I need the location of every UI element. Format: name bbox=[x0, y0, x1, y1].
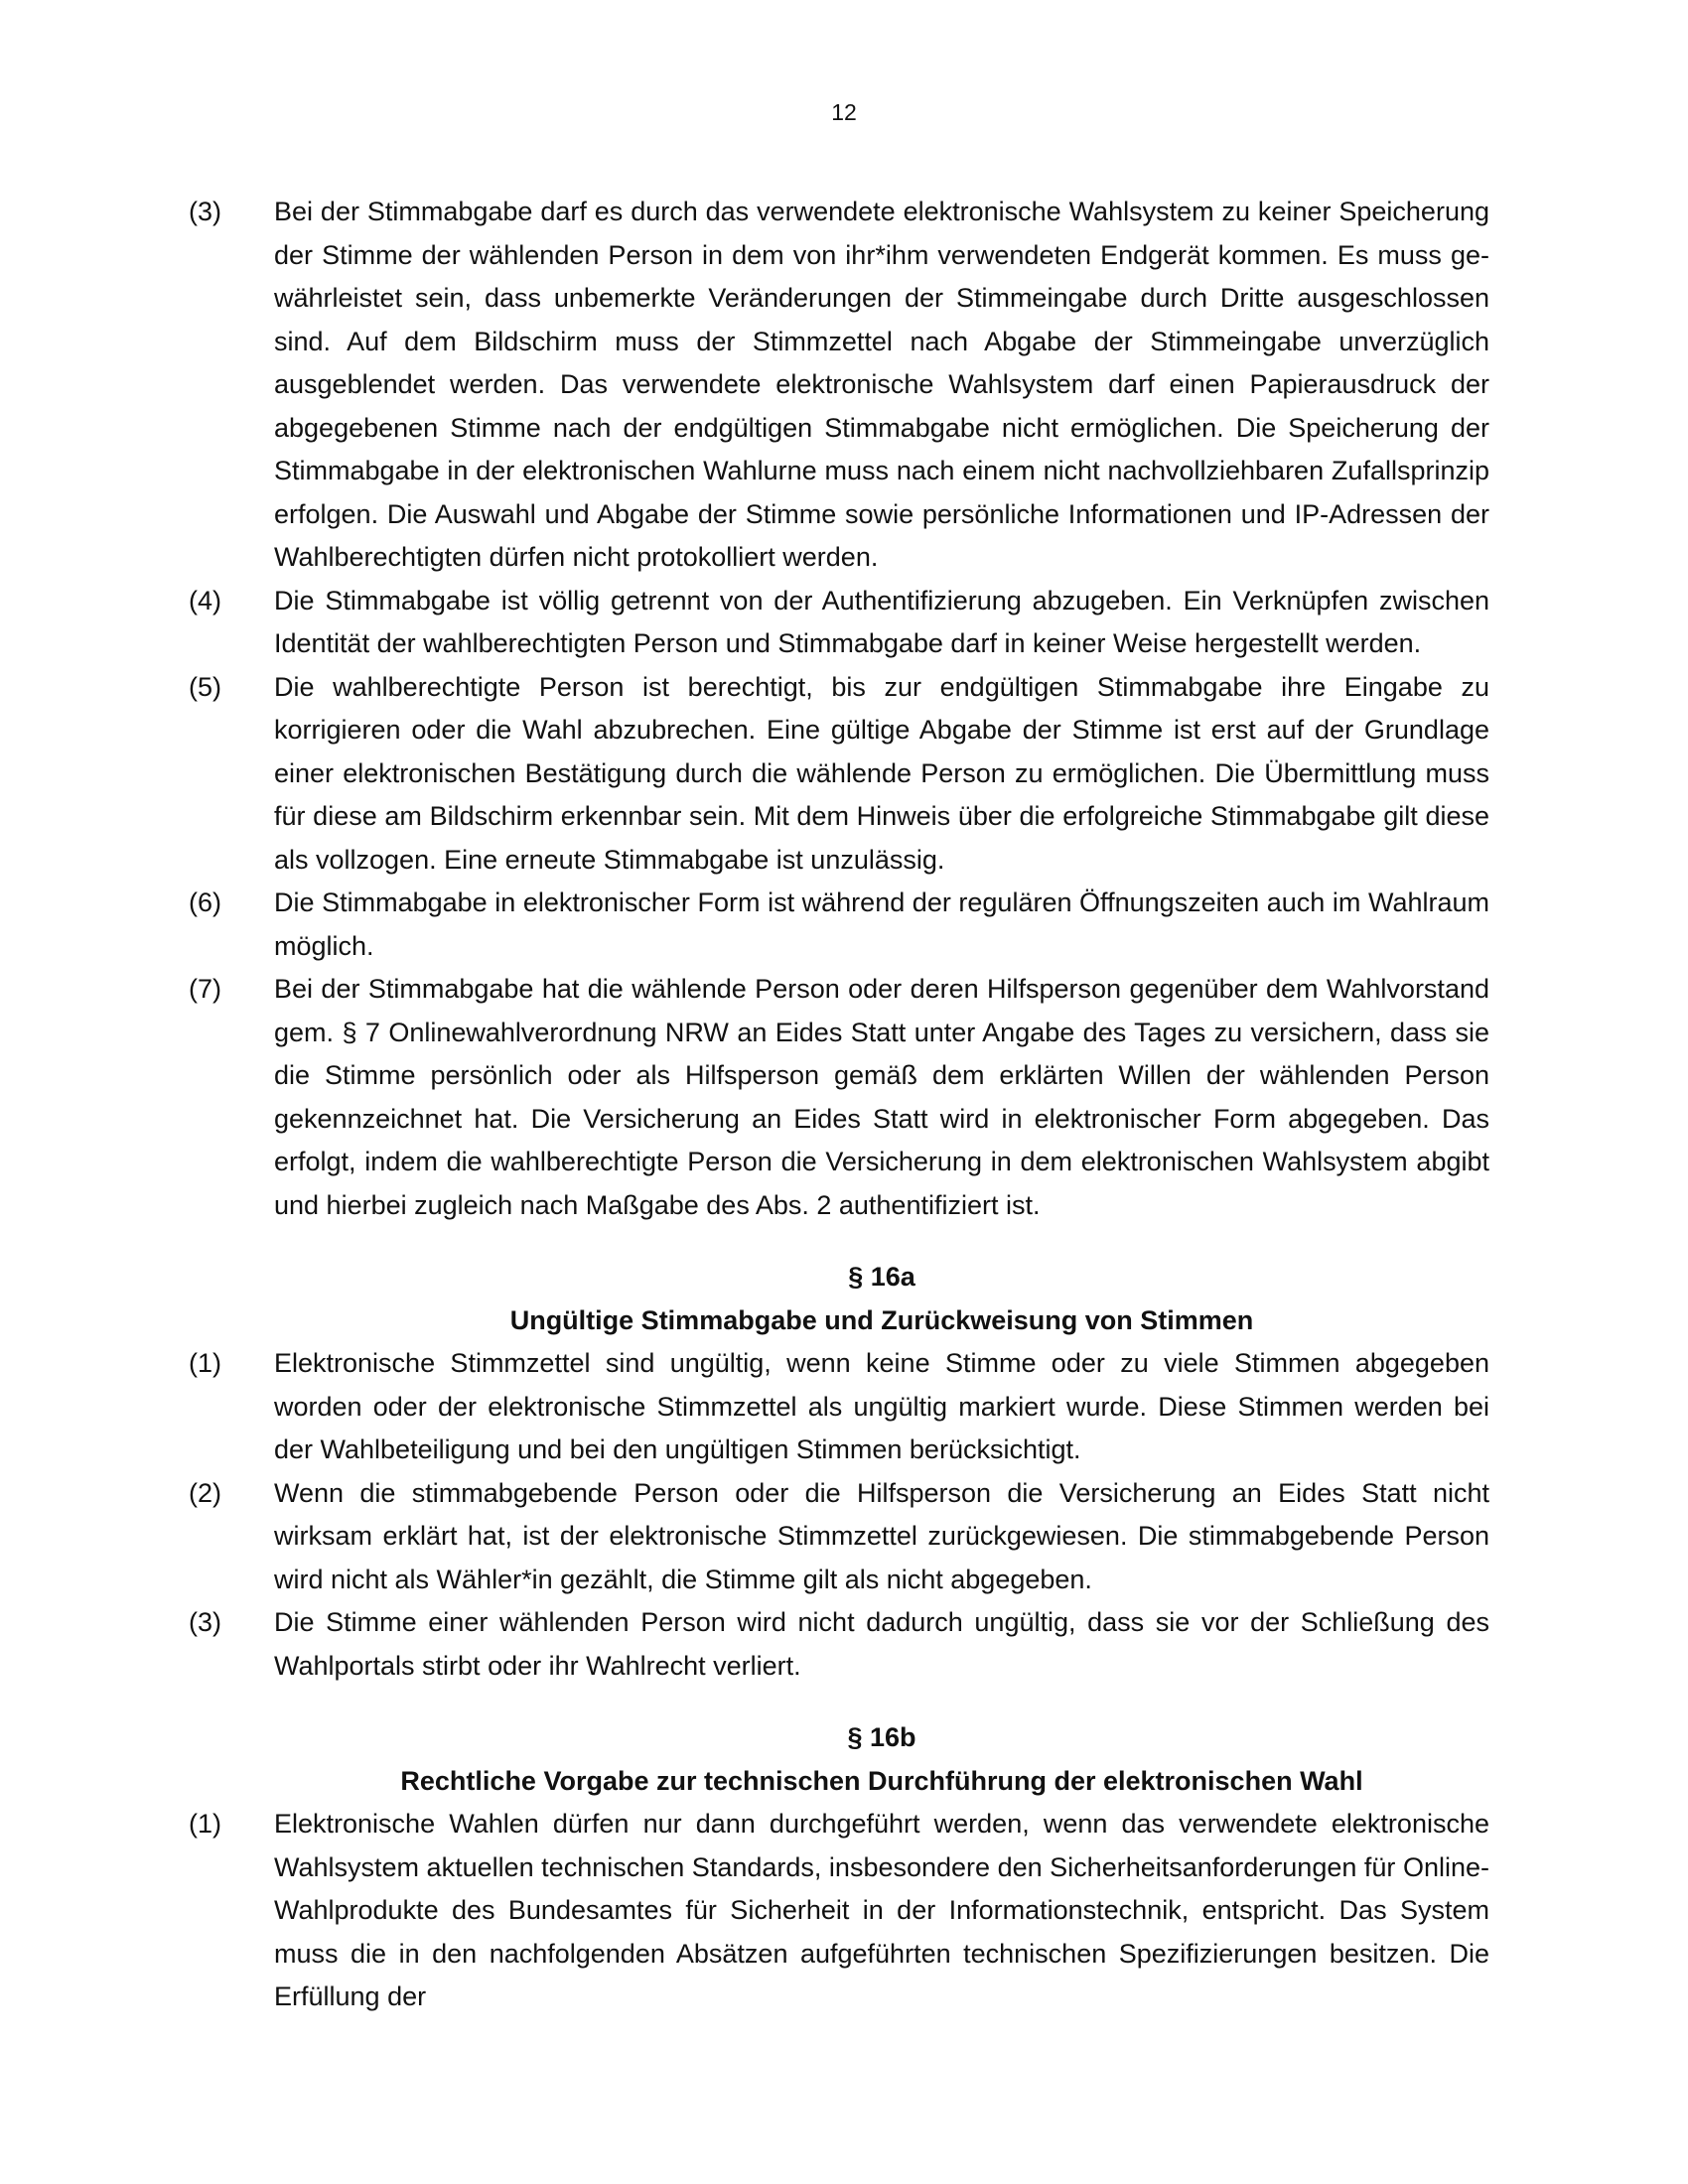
section-16b-paragraph-1 bbox=[189, 1803, 1489, 2019]
paragraph-text: Wenn die stimmabgebende Person oder die Hilfsperson die Versicherung an Eides Statt nicht wirksam erklärt hat, ist der elektronische Stimmzettel zurückgewiesen. Die stimmabgebende Person wird nicht als Wähler*in gezählt, die Stimme gilt als nicht abgegeben. bbox=[274, 1477, 1489, 1594]
paragraph-number: (3) bbox=[189, 1607, 221, 1637]
section-16a-title: Ungültige Stimmabgabe und Zurückweisung von Stimmen bbox=[509, 1304, 1254, 1335]
paragraph-number: (1) bbox=[189, 1348, 221, 1378]
paragraph-text: Elektronische Wahlen dürfen nur dann durchgeführt werden, wenn das verwendete elektronische Wahlsystem aktuellen technischen Standards, insbesondere den Sicherheitsanforderungen für Online-Wahlprodukte des Bundesamtes für Sicherheit in der Informationstechnik, entspricht. Das System muss die in den nachfolgenden Absätzen aufgeführten technischen Spezifizierungen besitzen. Die Erfüllung der bbox=[274, 1809, 1489, 2011]
paragraph-number: (6) bbox=[189, 887, 221, 917]
section-16a-paragraph-3 bbox=[189, 1601, 1489, 1688]
paragraph-5 bbox=[189, 666, 1489, 883]
paragraph-text: Die Stimme einer wählenden Person wird nicht dadurch ungültig, dass sie vor der Schließung des Wahlportals stirbt oder ihr Wahlrecht verliert. bbox=[274, 1607, 1489, 1681]
section-spacer bbox=[189, 1227, 1489, 1256]
paragraph-number: (5) bbox=[189, 671, 221, 702]
page-number: 12 bbox=[831, 99, 857, 125]
section-16b-number: § 16b bbox=[847, 1722, 916, 1752]
document-body bbox=[189, 191, 1489, 2019]
paragraph-7 bbox=[189, 968, 1489, 1227]
paragraph-4 bbox=[189, 580, 1489, 666]
paragraph-number: (4) bbox=[189, 585, 221, 615]
section-spacer bbox=[189, 1688, 1489, 1716]
paragraph-number: (1) bbox=[189, 1809, 221, 1839]
paragraph-3 bbox=[189, 191, 1489, 580]
paragraph-number: (7) bbox=[189, 974, 221, 1004]
section-16b-title: Rechtliche Vorgabe zur technischen Durchführung der elektronischen Wahl bbox=[400, 1765, 1363, 1796]
section-16a-paragraph-1 bbox=[189, 1342, 1489, 1472]
paragraph-text: Die Stimmabgabe ist völlig getrennt von der Authentifizierung abzugeben. Ein Verknüpfen zwischen Identität der wahlberechtigten Person und Stimmabgabe darf in keiner Weise hergestellt werden. bbox=[274, 585, 1489, 658]
paragraph-text: Bei der Stimmabgabe darf es durch das verwendete elektronische Wahlsystem zu keiner Speicherung der Stimme der wählenden Person in dem von ihr*ihm verwendeten Endgerät kommen. Es muss gewährleistet sein, dass unbemerkte Veränderungen der Stimmeingabe durch Dritte ausgeschlossen sind. Auf dem Bildschirm muss der Stimmzettel nach Abgabe der Stimmeingabe unverzüglich ausgeblendet werden. Das verwendete elektronische Wahlsystem darf einen Papierausdruck der abgegebenen Stimme nach der endgültigen Stimmabgabe nicht ermöglichen. Die Speicherung der Stimmabgabe in der elektronischen Wahlurne muss nach einem nicht nachvollziehbaren Zufallsprinzip erfolgen. Die Auswahl und Abgabe der Stimme sowie persönliche Informationen und IP-Adressen der Wahlberechtigten dürfen nicht protokolliert werden. bbox=[274, 197, 1489, 572]
section-16a-paragraph-2 bbox=[189, 1472, 1489, 1602]
section-16a-number: § 16a bbox=[848, 1262, 915, 1292]
paragraph-6 bbox=[189, 882, 1489, 968]
paragraph-text: Die wahlberechtigte Person ist berechtigt, bis zur endgültigen Stimmabgabe ihre Eingabe zu korrigieren oder die Wahl abzubrechen. Eine gültige Abgabe der Stimme ist erst auf der Grundlage einer elektronischen Bestätigung durch die wählende Person zu ermöglichen. Die Übermittlung muss für diese am Bildschirm erkennbar sein. Mit dem Hinweis über die erfolgreiche Stimmabgabe gilt diese als vollzogen. Eine erneute Stimmabgabe ist unzulässig. bbox=[274, 671, 1489, 875]
paragraph-number: (3) bbox=[189, 197, 221, 226]
paragraph-number: (2) bbox=[189, 1477, 221, 1508]
paragraph-text: Die Stimmabgabe in elektronischer Form ist während der regulären Öffnungszeiten auch im Wahlraum möglich. bbox=[274, 887, 1489, 961]
paragraph-text: Elektronische Stimmzettel sind ungültig, wenn keine Stimme oder zu viele Stimmen abgegeben worden oder der elektronische Stimmzettel als ungültig markiert wurde. Diese Stimmen werden bei der Wahlbeteiligung und bei den ungültigen Stimmen berücksichtigt. bbox=[274, 1348, 1489, 1464]
paragraph-text: Bei der Stimmabgabe hat die wählende Person oder deren Hilfsperson gegenüber dem Wahlvorstand gem. § 7 Onlinewahlverordnung NRW an Eides Statt unter Angabe des Tages zu versichern, dass sie die Stimme persönlich oder als Hilfsperson gemäß dem erklärten Willen der wählenden Person gekennzeichnet hat. Die Versicherung an Eides Statt wird in elektronischer Form abgegeben. Das erfolgt, indem die wahlberechtigte Person die Versicherung in dem elektronischen Wahlsystem abgibt und hierbei zugleich nach Maßgabe des Abs. 2 authentifiziert ist. bbox=[274, 974, 1489, 1220]
